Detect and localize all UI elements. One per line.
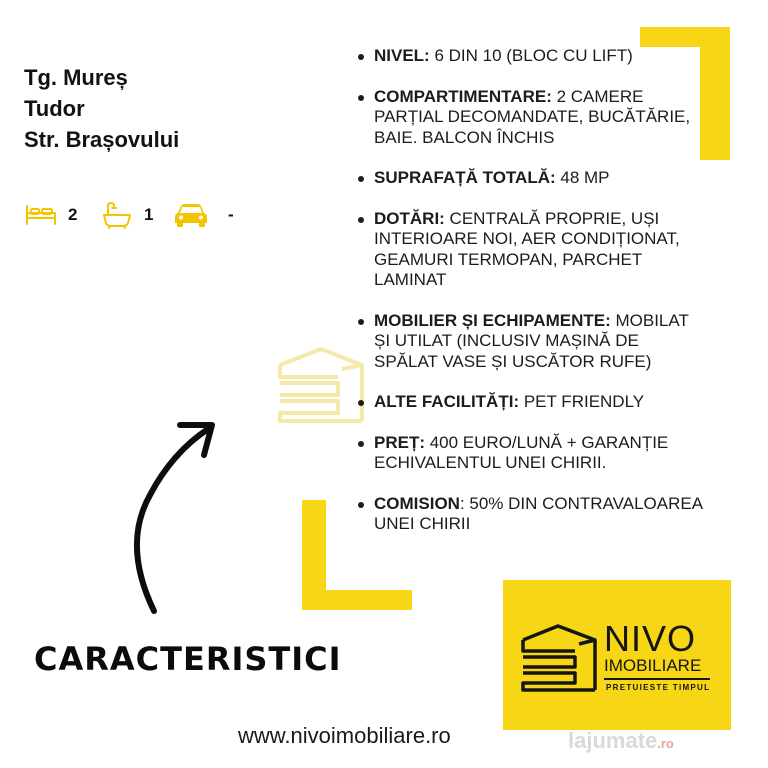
spec-item: [356, 311, 706, 373]
spec-label: DOTĂRI:: [374, 208, 445, 228]
spec-item: [356, 87, 706, 149]
building-logo-icon: [520, 620, 598, 694]
brand-divider: [604, 678, 710, 680]
curved-arrow-icon: [120, 415, 230, 615]
brand-subtitle: IMOBILIARE: [604, 656, 702, 675]
spec-item: [356, 392, 706, 413]
address-city: Tg. Mureș: [24, 65, 128, 90]
bathrooms-count: 1: [144, 205, 154, 224]
spec-item: [356, 168, 706, 189]
spec-value: 6 DIN 10 (BLOC CU LIFT): [429, 46, 633, 65]
car-icon: [174, 202, 208, 228]
website-link[interactable]: www.nivoimobiliare.ro: [238, 723, 451, 748]
feature-parking: [174, 200, 234, 230]
spec-label: SUPRAFAȚĂ TOTALĂ:: [374, 168, 556, 187]
spec-item: [356, 209, 706, 291]
brand-tagline: PRETUIESTE TIMPUL: [606, 683, 711, 692]
spec-label: COMISION: [374, 493, 460, 513]
spec-value: CENTRALĂ PROPRIE, UȘI INTERIOARE NOI, AER CONDIȚIONAT, GEAMURI TERMOPAN, PARCHET LAMINAT: [374, 208, 680, 289]
spec-item: [356, 433, 706, 474]
spec-label: PREȚ:: [374, 432, 425, 452]
brand-name: NIVO: [604, 618, 697, 659]
bedrooms-count: 2: [68, 205, 78, 224]
spec-item: [356, 494, 706, 535]
bathtub-icon: [100, 201, 134, 229]
specs-list: [356, 46, 706, 555]
spec-label: MOBILIER ȘI ECHIPAMENTE:: [374, 310, 611, 330]
spec-value: : 50% DIN CONTRAVALOAREA UNEI CHIRII: [374, 493, 703, 533]
page-title: CARACTERISTICI: [34, 640, 342, 678]
watermark-name: lajumate: [568, 728, 658, 753]
watermark-tld: .ro: [657, 736, 674, 751]
spec-value: 400 EURO/LUNĂ + GARANȚIE ECHIVALENTUL UNEI CHIRII.: [374, 432, 669, 472]
yellow-bracket-bottom-horizontal: [302, 590, 412, 610]
address-area: Tudor: [24, 96, 85, 121]
feature-bedrooms: [24, 200, 77, 230]
spec-value: MOBILAT ȘI UTILAT (INCLUSIV MAȘINĂ DE SPĂLAT VASE ȘI USCĂTOR RUFE): [374, 310, 689, 371]
spec-value: 2 CAMERE PARȚIAL DECOMANDATE, BUCĂTĂRIE, BAIE. BALCON ÎNCHIS: [374, 86, 691, 147]
spec-label: ALTE FACILITĂȚI:: [374, 392, 520, 411]
spec-item: [356, 46, 706, 67]
spec-value: PET FRIENDLY: [519, 392, 645, 411]
lajumate-watermark: [568, 728, 674, 754]
spec-label: NIVEL:: [374, 46, 430, 65]
address-block: [24, 62, 179, 155]
spec-value: 48 MP: [555, 168, 610, 187]
bed-icon: [24, 202, 58, 228]
spec-label: COMPARTIMENTARE:: [374, 86, 552, 106]
feature-bathrooms: [100, 200, 153, 230]
parking-count: -: [228, 205, 234, 224]
building-watermark-icon: [276, 343, 366, 425]
address-street: Str. Brașovului: [24, 127, 180, 152]
